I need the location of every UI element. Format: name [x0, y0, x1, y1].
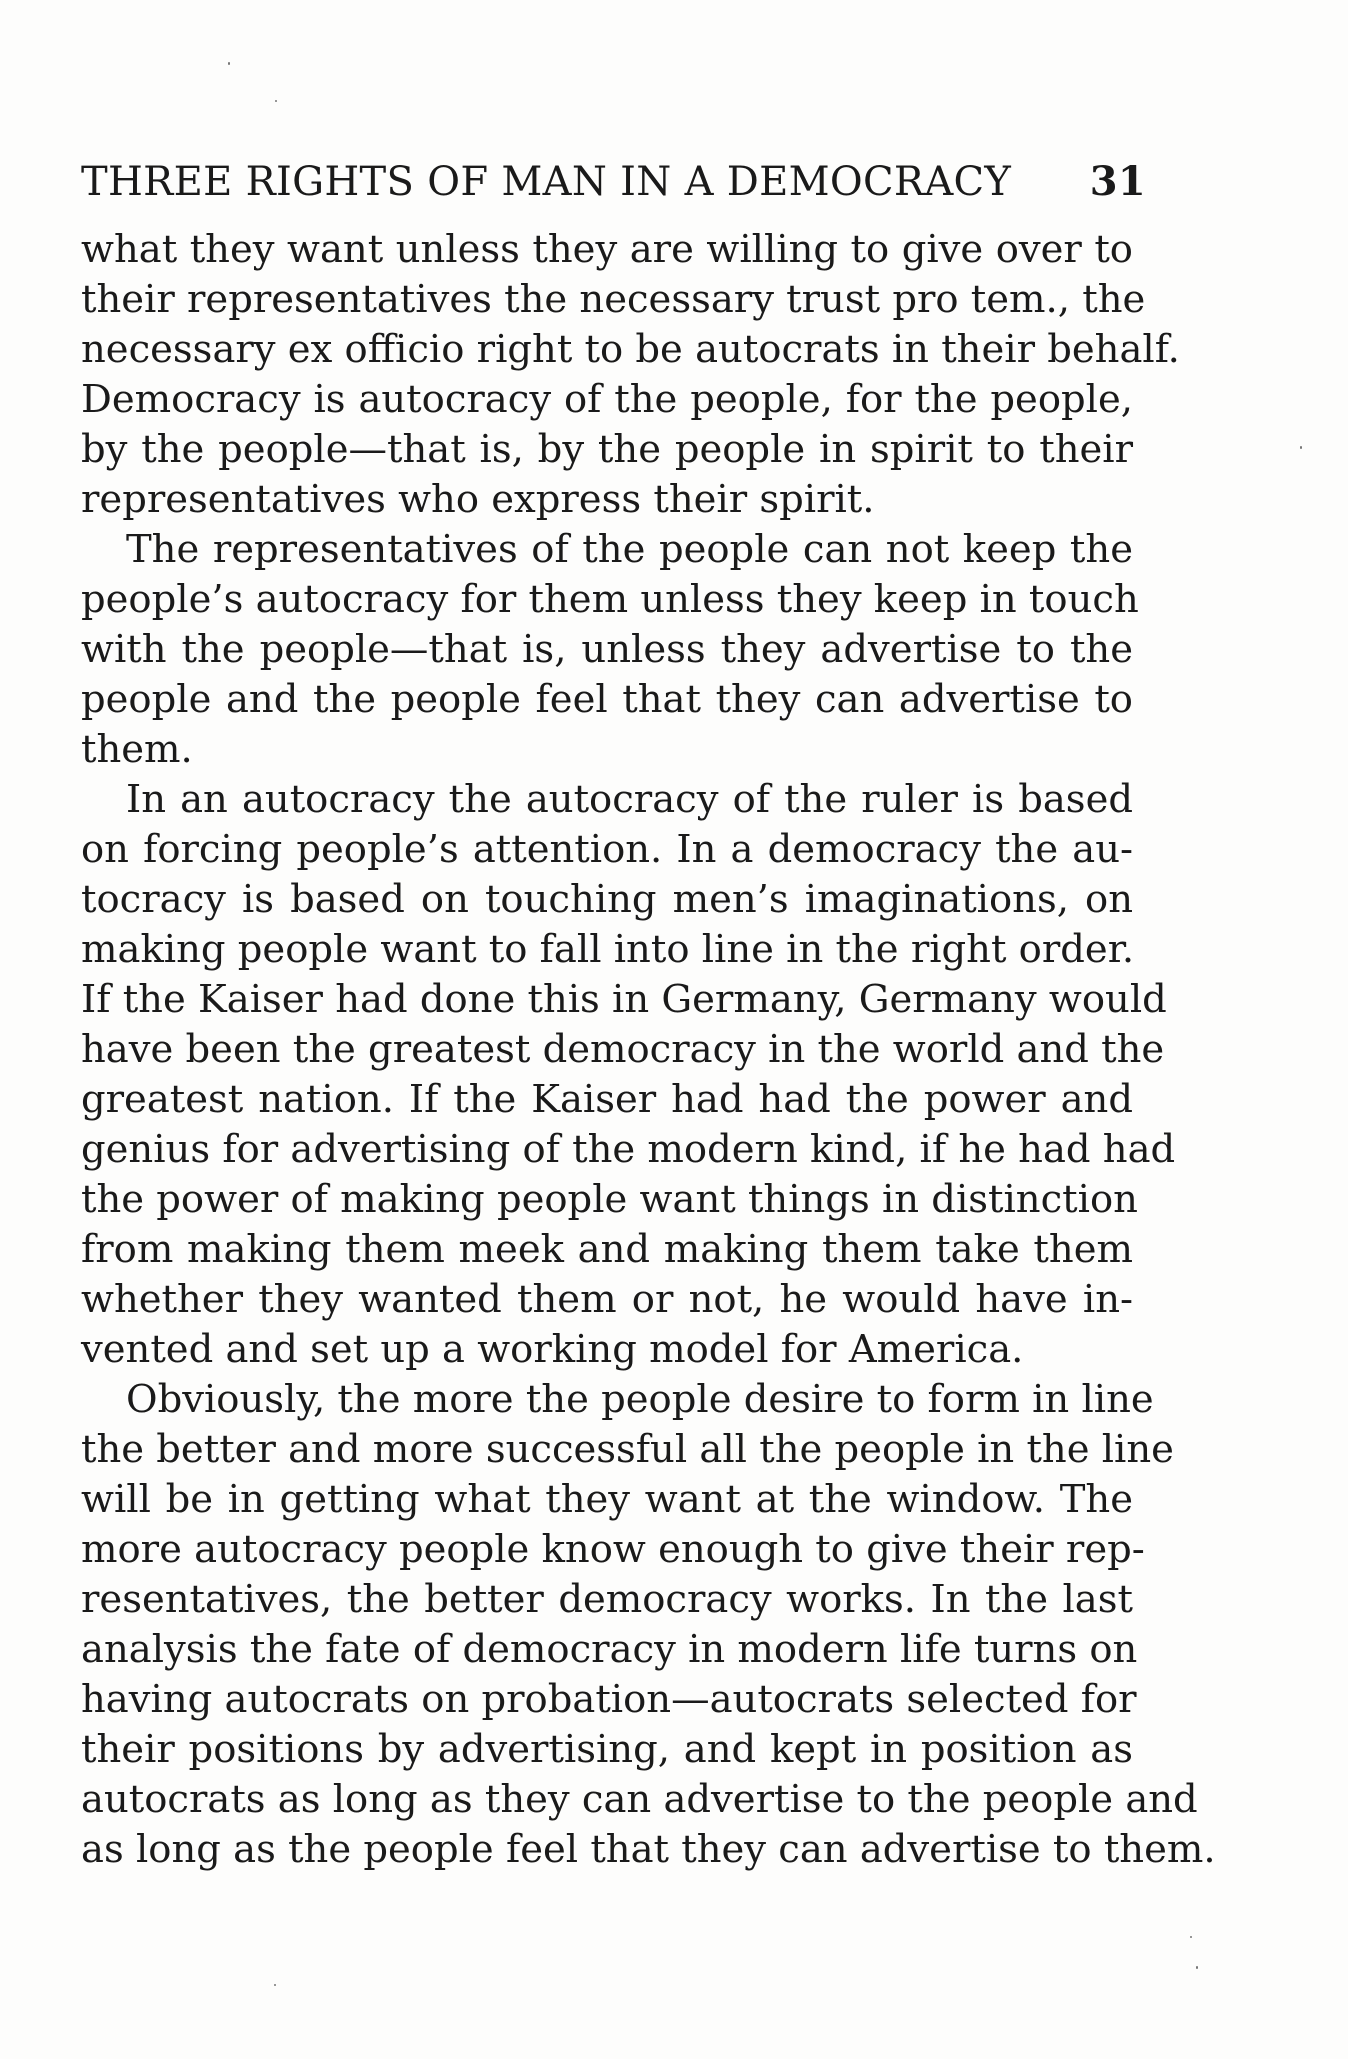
text-line: representatives who express their spirit.: [81, 477, 875, 522]
text-line: people and the people feel that they can advertise to: [81, 677, 1133, 722]
text-line: genius for advertising of the modern kind, if he had had: [81, 1127, 1176, 1172]
text-line: In an autocracy the autocracy of the ruler is based: [126, 777, 1133, 822]
paragraph-1: [81, 225, 1180, 525]
scan-speck: [228, 62, 230, 65]
text-line: on forcing people’s attention. In a democracy the au-: [81, 827, 1133, 872]
text-line: with the people—that is, unless they advertise to the: [81, 627, 1133, 672]
text-line: analysis the fate of democracy in modern life turns on: [81, 1627, 1138, 1672]
text-line: greatest nation. If the Kaiser had had the power and: [81, 1077, 1133, 1122]
paragraph-3: [81, 775, 1176, 1375]
text-line: If the Kaiser had done this in Germany, Germany would: [81, 977, 1167, 1022]
text-line: the power of making people want things in distinction: [81, 1177, 1138, 1222]
scan-speck: [1300, 446, 1302, 449]
paragraph-2: [81, 525, 1139, 775]
text-line: more autocracy people know enough to give their rep-: [81, 1527, 1145, 1572]
text-line: tocracy is based on touching men’s imaginations, on: [81, 877, 1133, 922]
scan-speck: [274, 1984, 276, 1986]
text-line: the better and more successful all the people in the line: [81, 1427, 1174, 1472]
running-head: [81, 152, 1146, 212]
text-line: their representatives the necessary trust pro tem., the: [81, 277, 1146, 322]
text-line: their positions by advertising, and kept in position as: [81, 1727, 1133, 1772]
paragraph-4: [81, 1375, 1216, 1875]
text-line: have been the greatest democracy in the world and the: [81, 1027, 1165, 1072]
text-line: The representatives of the people can not keep the: [126, 527, 1133, 572]
running-head-title: THREE RIGHTS OF MAN IN A DEMOCRACY: [81, 159, 1012, 205]
body-text: [81, 225, 1216, 1875]
text-line: necessary ex officio right to be autocrats in their behalf.: [81, 327, 1180, 372]
text-line: them.: [81, 727, 193, 772]
text-line: making people want to fall into line in the right order.: [81, 927, 1135, 972]
text-line: will be in getting what they want at the window. The: [81, 1477, 1133, 1522]
scan-speck: [1196, 1966, 1198, 1969]
scan-speck: [275, 100, 277, 102]
scan-speck: [1190, 1936, 1192, 1938]
text-line: vented and set up a working model for America.: [81, 1327, 1024, 1372]
text-line: autocrats as long as they can advertise to the people and: [81, 1777, 1198, 1822]
text-line: what they want unless they are willing to give over to: [81, 227, 1133, 272]
text-line: by the people—that is, by the people in spirit to their: [81, 427, 1133, 472]
text-line: Democracy is autocracy of the people, for the people,: [81, 377, 1133, 422]
text-line: as long as the people feel that they can advertise to them.: [81, 1827, 1216, 1872]
text-line: resentatives, the better democracy works. In the last: [81, 1577, 1133, 1622]
page-number: 31: [1089, 158, 1146, 205]
text-line: having autocrats on probation—autocrats selected for: [81, 1677, 1137, 1722]
text-line: Obviously, the more the people desire to form in line: [126, 1377, 1154, 1422]
text-line: people’s autocracy for them unless they keep in touch: [81, 577, 1139, 622]
text-line: from making them meek and making them take them: [81, 1227, 1133, 1272]
text-line: whether they wanted them or not, he would have in-: [81, 1277, 1133, 1322]
